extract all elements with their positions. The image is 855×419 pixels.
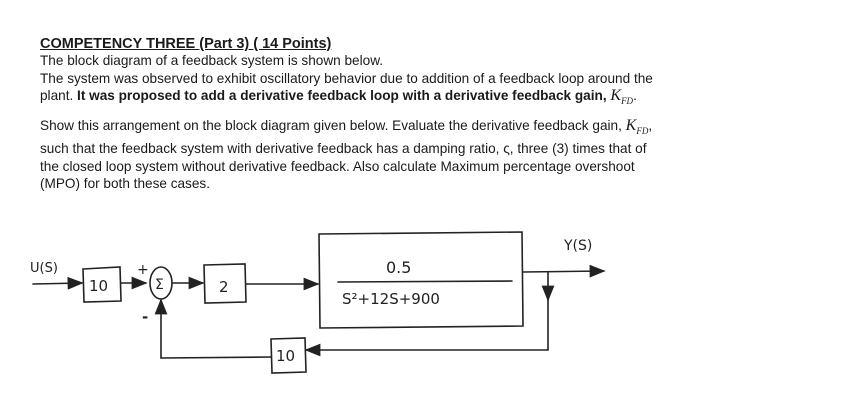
feedback-block-label: 10: [276, 347, 296, 365]
problem-line-2: The system was observed to exhibit oscillatory behavior due to addition of a feedback loop around the: [40, 70, 653, 86]
problem-line-1: The block diagram of a feedback system is shown below.: [40, 53, 384, 68]
problem-line-5: such that the feedback system with derivative feedback has a damping ratio, ς, three (3) times that of: [40, 141, 647, 157]
problem-line-4: Show this arrangement on the block diagram given below. Evaluate the derivative feedback gain, $K_{FD}$,: [40, 116, 653, 136]
problem-line-7: (MPO) for both these cases.: [40, 176, 210, 192]
output-arrow: [523, 271, 604, 272]
gain-block-1-label: 10: [89, 277, 109, 295]
line3-end: .: [633, 88, 637, 103]
feedback-return-line: [161, 357, 271, 358]
plant-fraction-bar: [338, 281, 512, 282]
gain-symbol: $K_{FD}$: [610, 87, 634, 107]
gain-symbol-2: $K_{FD}$: [625, 116, 649, 136]
input-label: U(S): [30, 261, 58, 276]
plant-numerator: 0.5: [386, 258, 412, 277]
sum-symbol: Σ: [155, 277, 164, 293]
problem-heading: COMPETENCY THREE (Part 3) ( 14 Points): [40, 36, 332, 52]
line3-bold: It was proposed to add a derivative feedback loop with a derivative feedback gain,: [77, 88, 607, 103]
output-label: Y(S): [564, 238, 593, 254]
plant-denominator: S²+12S+900: [342, 290, 440, 308]
line3-plain: plant.: [40, 88, 74, 103]
input-arrow: [33, 283, 82, 284]
sum-plus-sign: +: [137, 262, 149, 278]
sum-minus-sign: -: [142, 308, 149, 326]
plant-block: [319, 232, 523, 328]
problem-line-6: the closed loop system without derivative feedback. Also calculate Maximum percentage overshoot: [40, 158, 635, 174]
gain-block-2-label: 2: [219, 278, 229, 296]
zeta-symbol: ς: [503, 141, 510, 157]
